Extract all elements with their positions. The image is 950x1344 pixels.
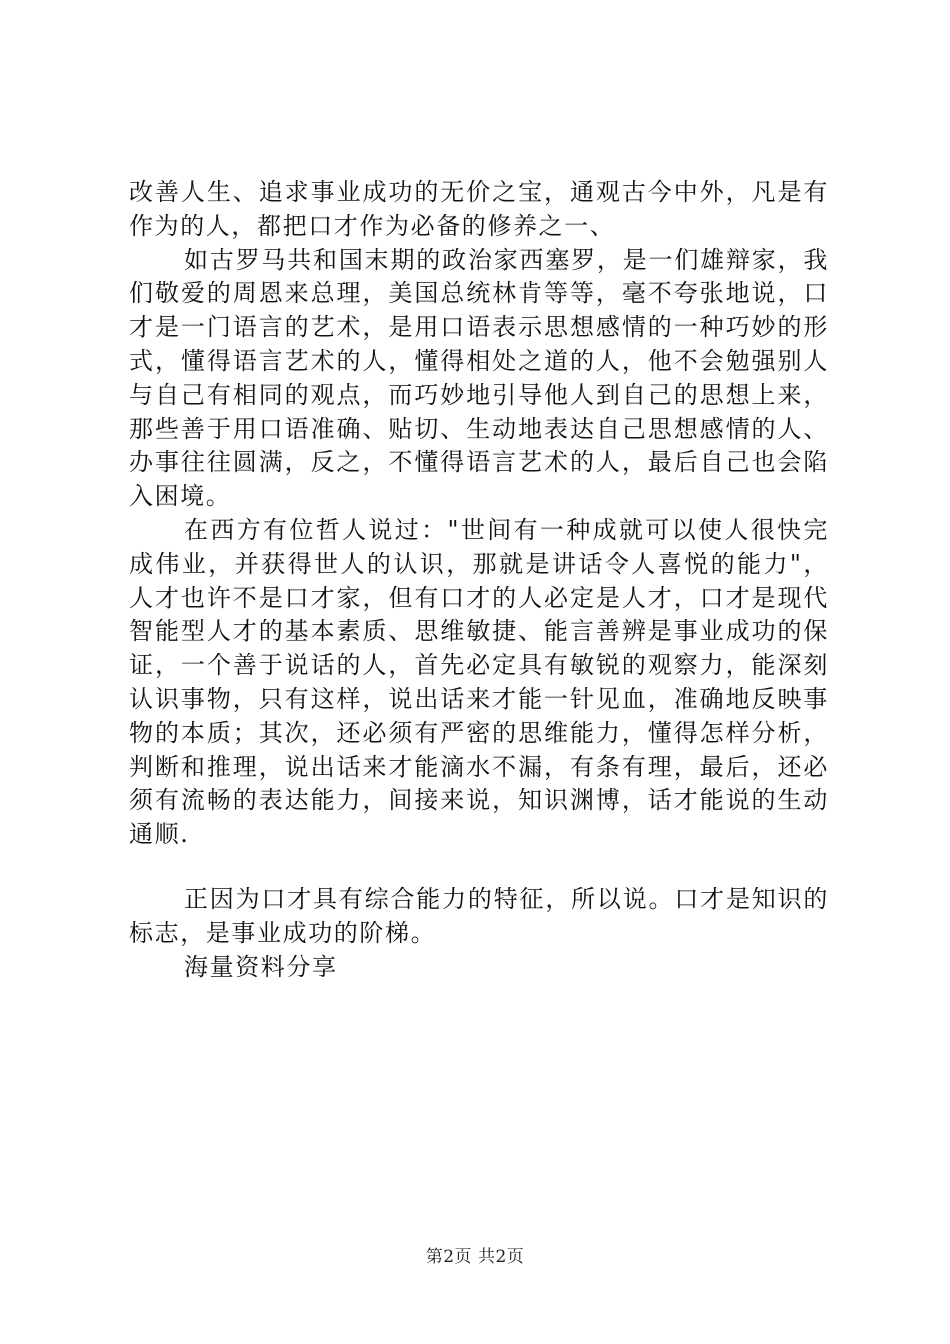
page-number-footer: 第2页 共2页 xyxy=(425,1247,525,1267)
paragraph-4: 正因为口才具有综合能力的特征，所以说。口才是知识的标志，是事业成功的阶梯。 xyxy=(129,884,829,947)
paragraph-3: 在西方有位哲人说过："世间有一种成就可以使人很快完成伟业，并获得世人的认识，那就是讲话令人喜悦的能力"，人才也许不是口才家，但有口才的人必定是人才，口才是现代智能型人才的基本素质、思维敏捷、能言善辨是事业成功的保证，一个善于说话的人，首先必定具有敏锐的观察力，能深刻认识事物，只有这样，说出话来才能一针见血，准确地反映事物的本质；其次，还必须有严密的思维能力，懂得怎样分析，判断和推理，说出话来才能滴水不漏，有条有理，最后，还必须有流畅的表达能力，间接来说，知识渊博，话才能说的生动通顺. xyxy=(129,515,829,849)
paragraph-gap xyxy=(129,852,829,883)
paragraph-1: 改善人生、追求事业成功的无价之宝，通观古今中外，凡是有作为的人，都把口才作为必备的修养之一、 xyxy=(129,178,829,240)
document-body xyxy=(129,176,829,984)
closing-line: 海量资料分享 xyxy=(184,952,338,981)
paragraph-2: 如古罗马共和国末期的政治家西塞罗，是一们雄辩家，我们敬爱的周恩来总理，美国总统林肯等等，毫不夸张地说，口才是一门语言的艺术，是用口语表示思想感情的一种巧妙的形式，懂得语言艺术的人，懂得相处之道的人，他不会勉强别人与自己有相同的观点，而巧妙地引导他人到自己的思想上来，那些善于用口语准确、贴切、生动地表达自己思想感情的人、办事往往圆满，反之，不懂得语言艺术的人，最后自己也会陷入困境。 xyxy=(129,245,829,511)
